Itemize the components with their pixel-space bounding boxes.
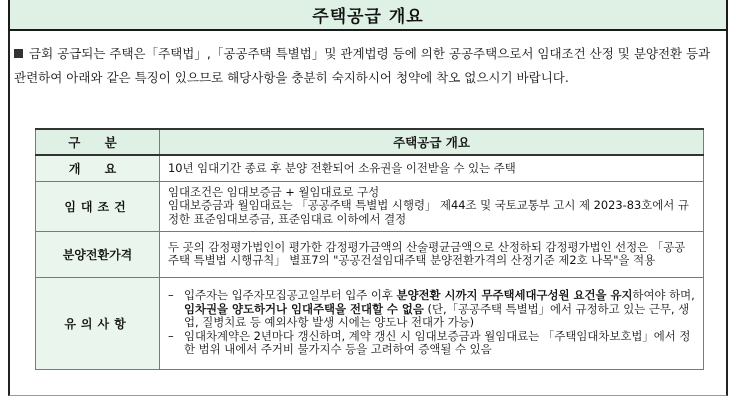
content-line: 임대보증금과 월임대료는 「공공주택 특별법 시행령」 제44조 및 국토교통부 고시 제 2023-83호에서 규정한 표준임대보증금, 표준임대료 이하에서 결정 (168, 198, 689, 226)
note-text: 하여야 하며, (632, 288, 695, 303)
content-line: 10년 임대기간 종료 후 분양 전환되어 소유권을 이전받을 수 있는 주택 (168, 160, 516, 175)
row-content-rental-terms (160, 181, 704, 231)
note-emphasis: 임차권을 양도하거나 임대주택을 전대할 수 없음 (184, 301, 424, 316)
section-title: 주택공급 개요 (312, 7, 424, 27)
row-content-overview (160, 155, 704, 181)
table-row (36, 155, 704, 181)
row-label-conversion-price: 분양전환가격 (36, 231, 160, 277)
content-line: 임대조건은 임대보증금 + 월임대료로 구성 (168, 184, 380, 199)
table-row (36, 277, 704, 369)
square-bullet-icon (14, 49, 23, 58)
row-label-notes: 유의사항 (36, 277, 160, 369)
list-item (168, 330, 695, 357)
supply-overview-table (35, 128, 704, 370)
content-line: 두 곳의 감정평가법인이 평가한 감정평가금액의 산술평균금액으로 산정하되 감정평가법인 선정은 「공공주택 특별법 시행규칙」 별표7의 "공공건설임대주택 분양전환가격의 산정기준 제2호 나목"을 적용 (168, 239, 686, 267)
note-text: 임대차계약은 2년마다 갱신하며, 계약 갱신 시 임대보증금과 월임대료는 「주택임대차보호법」에서 정한 범위 내에서 주거비 물가지수 등을 고려하여 증액될 수 있음 (184, 328, 691, 357)
table-row (36, 181, 704, 231)
note-text: 입주자는 입주자모집공고일부터 입주 이후 (184, 288, 397, 303)
header-overview: 주택공급 개요 (160, 129, 704, 155)
row-content-notes (160, 277, 704, 369)
table-row (36, 231, 704, 277)
row-label-overview: 개 요 (36, 155, 160, 181)
header-category: 구 분 (36, 129, 160, 155)
dash-bullet: – (168, 328, 174, 343)
dash-bullet: – (168, 288, 174, 303)
note-emphasis: 분양전환 시까지 무주택세대구성원 요건을 유지 (396, 288, 633, 303)
intro-paragraph (14, 42, 724, 90)
row-label-rental-terms: 임대조건 (36, 181, 160, 231)
row-content-conversion-price (160, 231, 704, 277)
table-header-row (36, 129, 704, 155)
intro-text: 금회 공급되는 주택은「주택법」,「공공주택 특별법」및 관계법령 등에 의한 공공주택으로서 임대조건 산정 및 분양전환 등과 관련하여 아래와 같은 특징이 있으므로 해당사항을 충분히 숙지하시어 청약에 착오 없으시기 바랍니다. (14, 46, 711, 85)
section-title-bar (8, 0, 728, 31)
note-text: (단,「공공주택 특별법」에서 규정하고 있는 근무, 생업, 질병치료 등 예외사항 발생 시에는 양도나 전대가 가능) (184, 301, 690, 330)
list-item (168, 289, 695, 330)
